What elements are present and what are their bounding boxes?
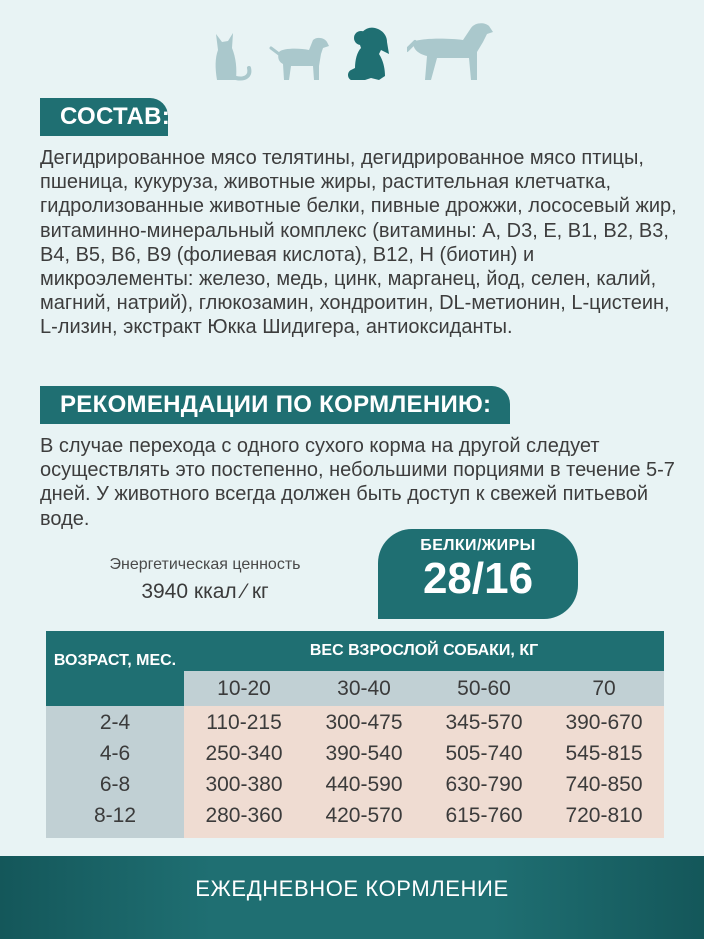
value-cell: 420-570: [325, 804, 403, 827]
value-cell: 345-570: [445, 711, 523, 734]
composition-title-text: СОСТАВ:: [60, 103, 171, 130]
value-cell: 280-360: [205, 804, 283, 827]
pet-icons-row: [0, 18, 704, 82]
value-cell: 300-475: [325, 711, 403, 734]
value-cell: 720-810: [565, 804, 643, 827]
value-cell: 505-740: [445, 742, 523, 765]
value-cell: 300-380: [205, 773, 283, 796]
footer-text: ЕЖЕДНЕВНОЕ КОРМЛЕНИЕ: [195, 876, 509, 901]
value-cell: 110-215: [206, 711, 282, 734]
composition-text: Дегидрированное мясо телятины, дегидрированное мясо птицы, пшеница, кукуруза, животные жиры, растительная клетчатка, гидролизованные животные белки, пивные дрожжи, лососевый жир, витаминно-минеральный комплекс (витамины: А, D3, Е, В1, В2, В3, В4, В5, В6, В9 (фолиевая кислота), В12, Н (биотин) и микроэлементы: железо, медь, цинк, марганец, йод, селен, калий, магний, натрий), глюкозамин, хондроитин, DL-метионин, L-цистеин, L-лизин, экстракт Юкка Шидигера, антиоксиданты.: [40, 147, 677, 339]
weight-subheader: 70: [592, 677, 616, 700]
badge-value: 28/16: [422, 554, 534, 603]
weight-subheaders: [184, 671, 664, 706]
table-row: [46, 707, 664, 738]
value-cell: 740-850: [565, 773, 643, 796]
value-cell: 630-790: [445, 773, 523, 796]
weight-subheader: 30-40: [337, 677, 391, 700]
puppy-icon: [345, 24, 393, 82]
protein-fat-badge: [378, 529, 578, 619]
weight-column-header: ВЕС ВЗРОСЛОЙ СОБАКИ, КГ: [184, 631, 664, 671]
weight-subheader: 50-60: [457, 677, 511, 700]
cat-icon: [209, 22, 255, 82]
footer-banner: [0, 856, 704, 939]
energy-label: Энергетическая ценность: [109, 556, 301, 573]
composition-title: [40, 98, 171, 136]
feeding-text: В случае перехода с одного сухого корма на другой следует осуществлять это постепенно, небольшими порциями в течение 5-7 дней. У животного всегда должен быть доступ к свежей питьевой воде.: [40, 435, 675, 530]
value-cell: 250-340: [205, 742, 283, 765]
feeding-title-text: РЕКОМЕНДАЦИИ ПО КОРМЛЕНИЮ:: [60, 391, 492, 418]
energy-value: 3940 ккал ⁄ кг: [141, 580, 269, 603]
value-cell: 615-760: [445, 804, 523, 827]
age-column-header: ВОЗРАСТ, МЕС.: [46, 631, 184, 706]
feeding-title: [40, 386, 510, 424]
table-row: [46, 738, 664, 769]
value-cell: 390-670: [565, 711, 643, 734]
badge-label: БЕЛКИ/ЖИРЫ: [420, 537, 536, 554]
age-cell: 6-8: [99, 773, 131, 796]
table-row: [46, 800, 664, 831]
age-cell: 4-6: [99, 742, 131, 765]
value-cell: 390-540: [325, 742, 403, 765]
value-cell: 545-815: [565, 742, 643, 765]
large-dog-icon: [407, 20, 495, 82]
age-cell: 8-12: [93, 804, 137, 827]
feeding-table: [46, 631, 664, 838]
small-dog-icon: [269, 32, 331, 82]
value-cell: 440-590: [325, 773, 403, 796]
weight-subheader: 10-20: [217, 677, 271, 700]
table-row: [46, 769, 664, 800]
age-cell: 2-4: [99, 711, 131, 734]
